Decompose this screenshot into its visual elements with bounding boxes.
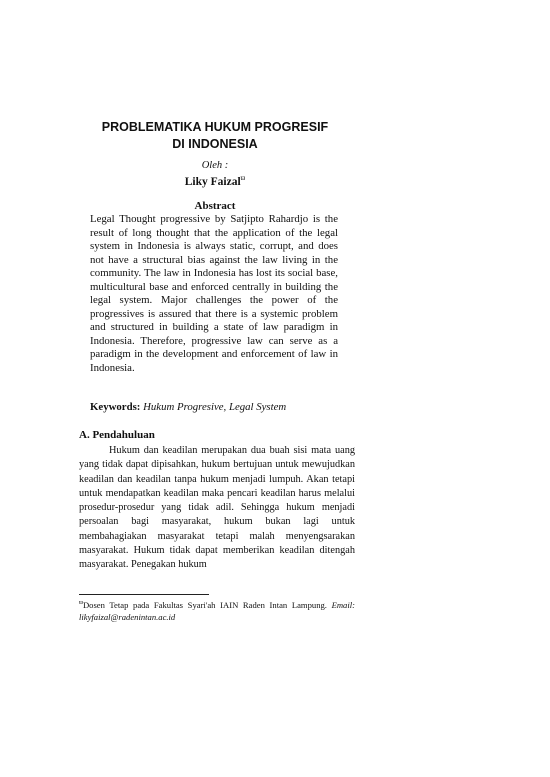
section-body: Hukum dan keadilan merupakan dua buah sisi mata uang yang tidak dapat dipisahkan, hukum bertujuan untuk mewujudkan keadilan dan keadilan tanpa hukum menjadi lumpuh. Akan tetapi untuk mendapatkan keadilan maka pencari keadilan harus melalui prosedur-prosedur yang tidak adil. Sehingga hukum menjadi persoalan bagi masyarakat, hukum bukan lagi untuk membahagiakan masyarakat tetapi malah menyengsarakan masyarakat. Hukum tidak dapat memberikan keadilan ditengah masyarakat. Penegakan hukum (79, 445, 355, 571)
title-line-2: DI INDONESIA (172, 137, 258, 151)
footnote-divider (79, 594, 209, 595)
section-heading: A. Pendahuluan (79, 429, 155, 441)
footnote-mark: ϖ (79, 600, 83, 606)
keywords-line (90, 401, 286, 413)
byline-label: Oleh : (201, 160, 229, 171)
footnote-text: Dosen Tetap pada Fakultas Syari'ah IAIN Raden Intan Lampung. (82, 599, 327, 610)
footnote-email: likyfaizal@radenintan.ac.id (79, 611, 176, 622)
article-title (60, 119, 370, 153)
abstract-body: Legal Thought progressive by Satjipto Rahardjo is the result of long thought that the application of the legal system in Indonesia is always static, corrupt, and does not have a structural bias against the law living in the community. The law in Indonesia has lost its social base, multicultural base and enforced centrally in building the legal system. Major challenges the power of the progressives is assured that there is a systemic problem and structured in building a state of law paradigm in Indonesia. Therefore, progressive law can serve as a paradigm in the development and enforcement of law in Indonesia. (90, 213, 338, 374)
footnote-email-label: Email: (331, 599, 355, 610)
abstract-heading: Abstract (194, 200, 236, 212)
keywords-value: Hukum Progresive, Legal System (143, 401, 287, 413)
author-footnote-mark: ϖ (240, 174, 246, 182)
footnote (79, 597, 355, 623)
keywords-label: Keywords: (90, 401, 141, 413)
author-name-text: Liky Faizal (184, 175, 241, 188)
author-name (60, 174, 370, 188)
title-line-1: PROBLEMATIKA HUKUM PROGRESIF (101, 120, 329, 134)
